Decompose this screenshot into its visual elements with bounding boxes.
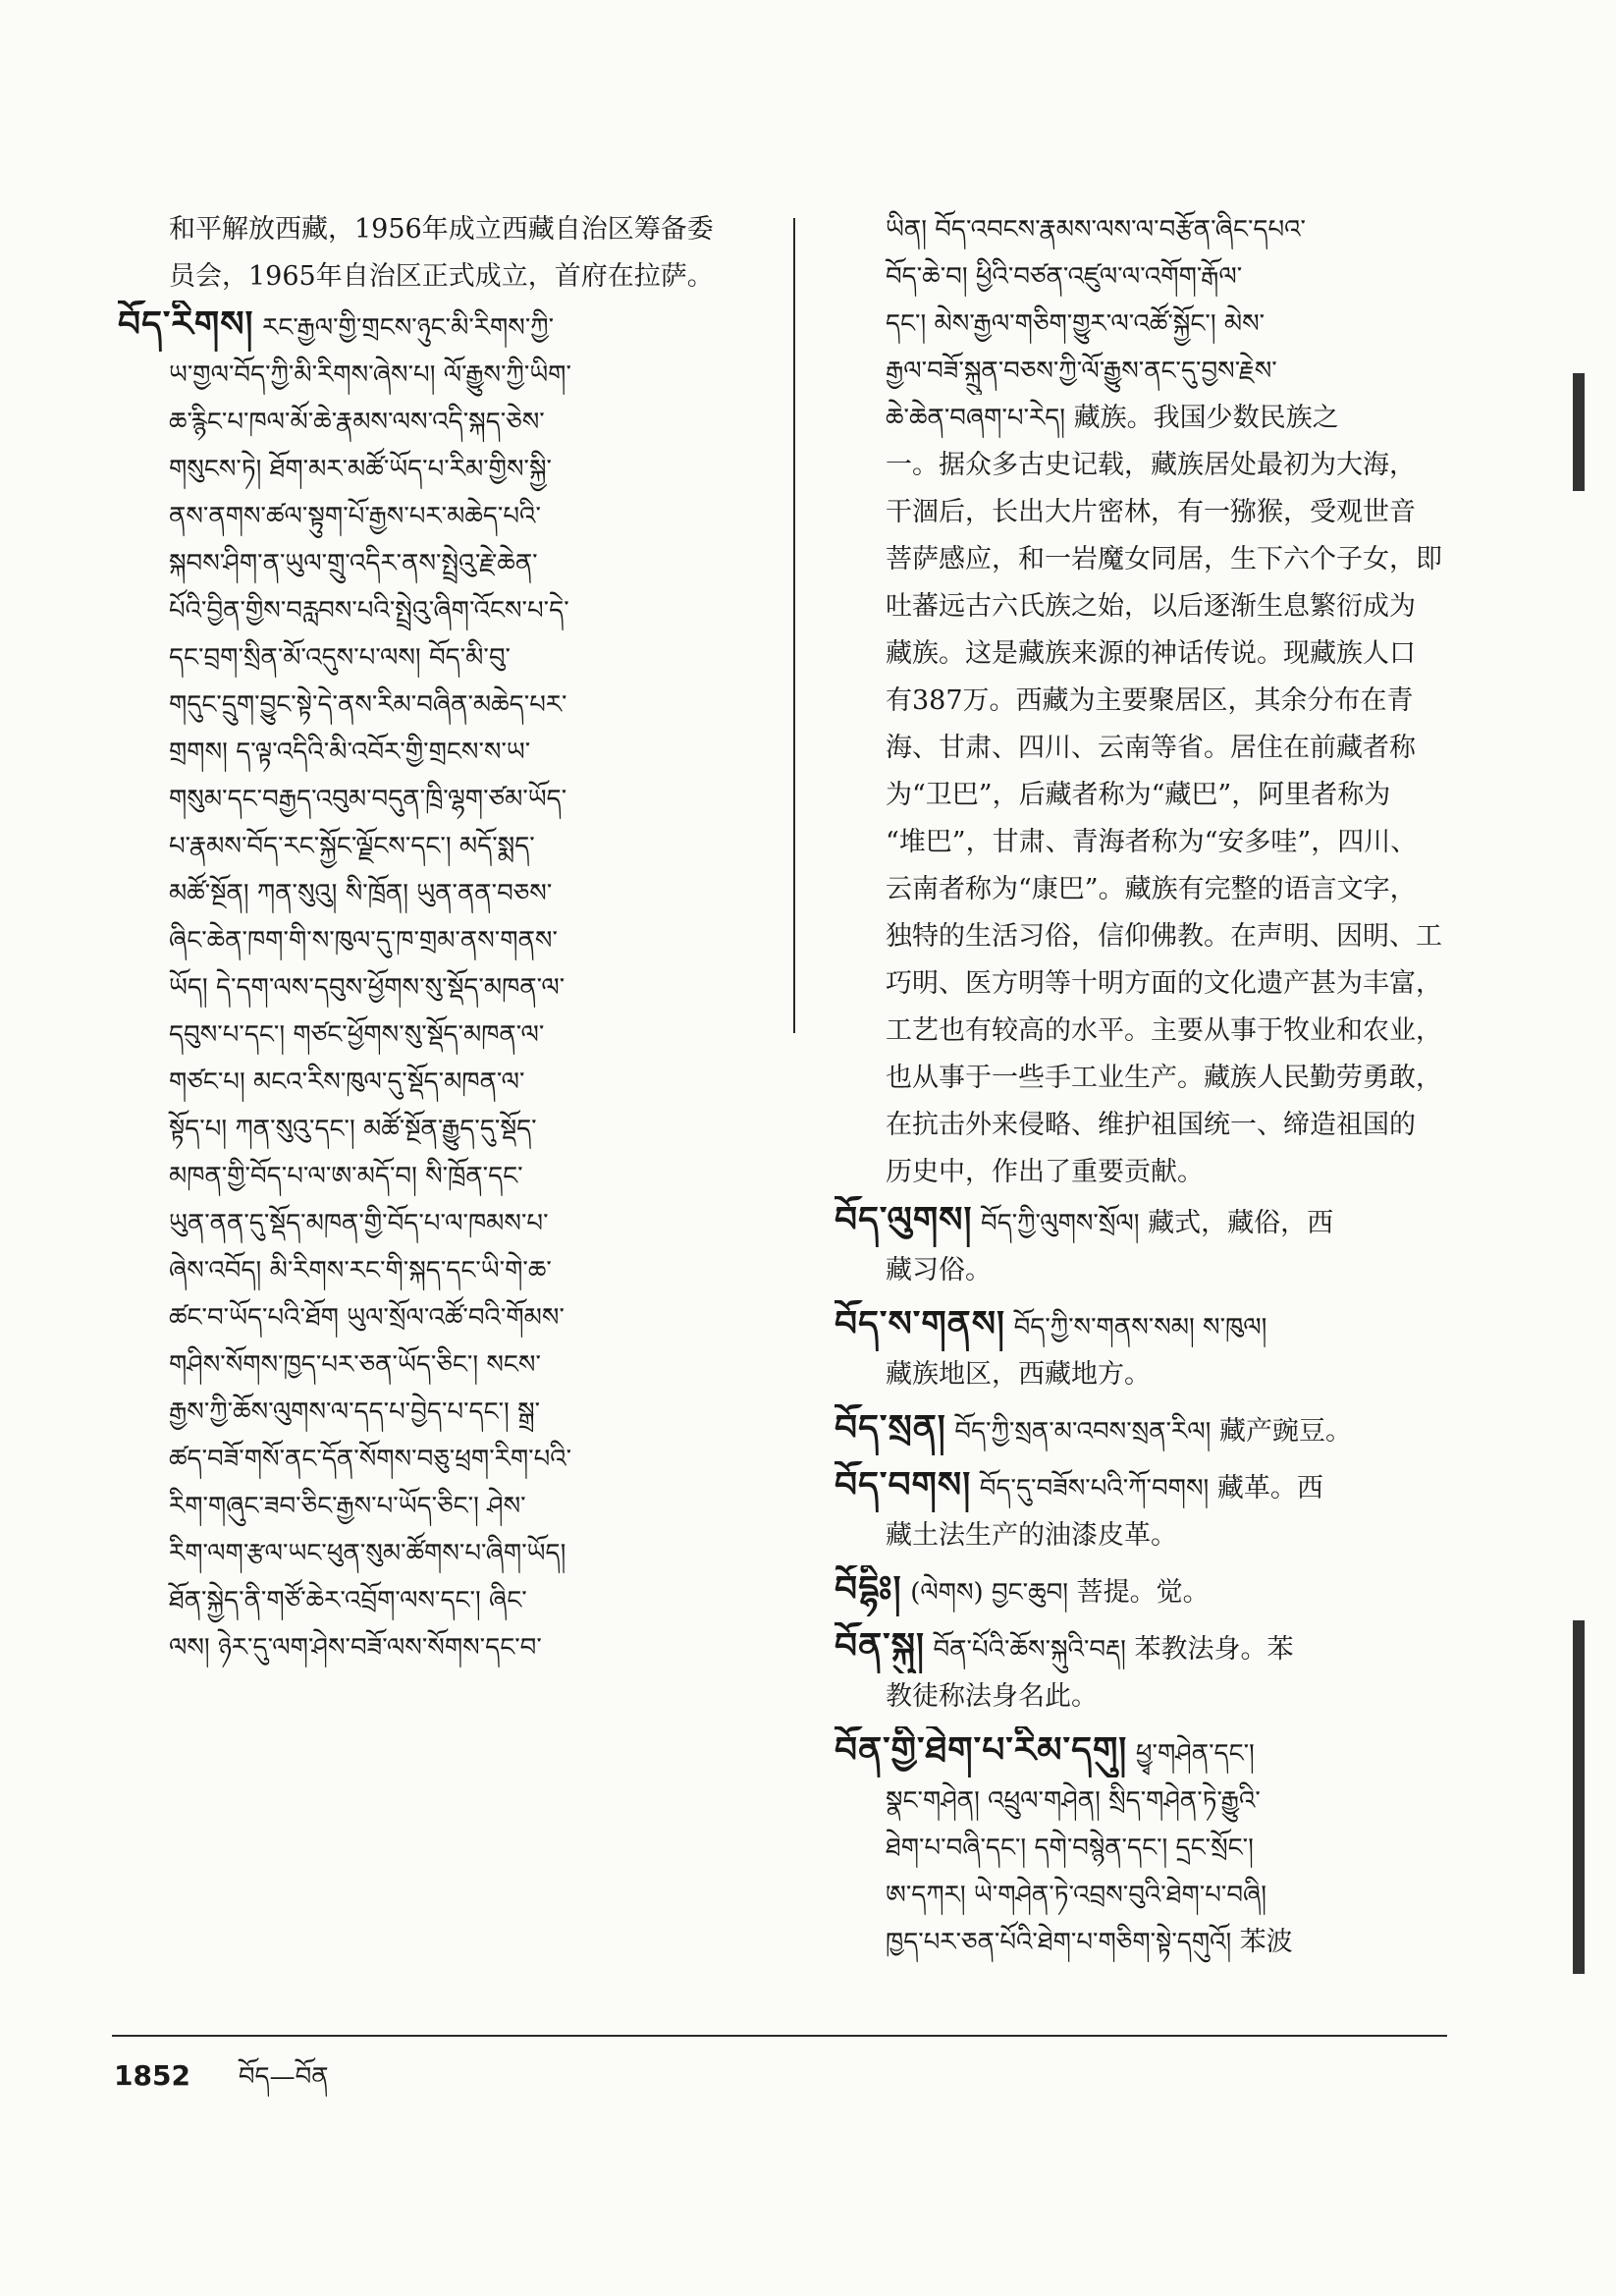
chinese-line: 一。据众多古史记载，藏族居处最初为大海，	[886, 450, 1416, 480]
chinese-line: 也从事于一些手工业生产。藏族人民勤劳勇敢，	[886, 1063, 1442, 1093]
headword: བོན་སྐུ།	[835, 1625, 925, 1667]
definition-line: ཞིང་ཆེན་ཁག་གི་ས་ཁུལ་དུ་ཁ་གྲམ་ནས་གནས་	[169, 926, 558, 956]
definition-line: དང་། མེས་རྒྱལ་གཅིག་གྱུར་ལ་འཚོ་སྐྱོང་། མེས་	[886, 309, 1266, 339]
definition-line: གདུང་དྲུག་བྱུང་སྟེ་དེ་ནས་རིམ་བཞིན་མཆེད་པར་	[169, 690, 567, 720]
definition-line: རིག་གཞུང་ཟབ་ཅིང་རྒྱས་པ་ཡོད་ཅིང་། ཤེས་	[169, 1492, 526, 1521]
chinese-line: 云南者称为“康巴”。藏族有完整的语言文字，	[886, 874, 1417, 904]
column-divider	[793, 218, 795, 1033]
definition-line: སྐབས་ཤིག་ན་ཡུལ་གྲུ་འདིར་ནས་སྤྲེའུ་རྗེ་ཆེན་	[169, 549, 538, 578]
definition-line: པ་རྣམས་བོད་རང་སྐྱོང་ལྗོངས་དང་། མདོ་སྨད་	[169, 832, 535, 861]
definition-line: སྟོད་པ། ཀན་སུའུ་དང་། མཚོ་སྔོན་རྒྱུད་དུ་སྡོད་	[169, 1115, 537, 1144]
definition-line	[835, 1777, 1463, 1825]
footer-rule	[112, 2035, 1447, 2037]
dictionary-entry	[835, 1565, 1463, 1616]
chinese-line: 藏土法生产的油漆皮革。	[886, 1520, 1177, 1551]
definition-line: ཆེ་ཆེན་བཞག་པ་རེད།	[886, 404, 1066, 433]
dictionary-entry	[835, 1726, 1463, 1966]
definition-line	[835, 1825, 1463, 1872]
chinese-line: 菩萨感应，和一岩魔女同居，生下六个子女，即	[886, 544, 1442, 574]
right-column	[835, 206, 1463, 1972]
definition-line: བོད་ཆེ་བ། ཕྱིའི་བཙན་འཛུལ་ལ་འགོག་རྒོལ་	[886, 262, 1243, 292]
definition-line: ཚང་བ་ཡོད་པའི་ཐོག ཡུལ་སྲོལ་འཚོ་བའི་གོམས་	[169, 1303, 565, 1333]
chinese-line: 藏习俗。	[886, 1255, 992, 1285]
chinese-line: 在抗击外来侵略、维护祖国统一、缔造祖国的	[886, 1110, 1416, 1140]
dictionary-entry	[835, 1196, 1463, 1294]
definition-line: ཡུན་ནན་དུ་སྡོད་མཁན་གྱི་བོད་པ་ལ་ཁམས་པ་	[169, 1209, 549, 1238]
definition-line: རིག་ལག་རྩལ་ཡང་ཕུན་སུམ་ཚོགས་པ་ཞིག་ཡོད།	[169, 1539, 566, 1568]
chinese-inline: 藏产豌豆。	[1218, 1416, 1352, 1447]
chinese-inline: 藏革。西	[1216, 1473, 1323, 1503]
definition-line: གྲགས། ད་ལྟ་འདིའི་མི་འབོར་གྱི་གྲངས་ས་ཡ་	[169, 738, 531, 767]
headword: བོན་གྱི་ཐེག་པ་རིམ་དགུ།	[835, 1729, 1128, 1771]
headword: བོད་ས་གནས།	[835, 1303, 1005, 1344]
chinese-line: 海、甘肃、四川、云南等省。居住在前藏者称	[886, 733, 1416, 763]
scan-edge-mark	[1573, 373, 1585, 491]
chinese-line: 吐蕃远古六氏族之始，以后逐渐生息繁衍成为	[886, 591, 1416, 622]
definition-line: གཙང་པ། མངའ་རིས་ཁུལ་དུ་སྡོད་མཁན་ལ་	[169, 1067, 525, 1097]
chinese-line: 教徒称法身名此。	[886, 1681, 1098, 1712]
definition-line: ཡོད། དེ་དག་ལས་དབུས་ཕྱོགས་སུ་སྡོད་མཁན་ལ་	[169, 973, 566, 1003]
chinese-line: 有387万。西藏为主要聚居区，其余分布在青	[886, 685, 1414, 716]
tibetan-definition: ཕྱྭ་གཤེན་དང་།	[1135, 1739, 1255, 1769]
dictionary-entry	[835, 1461, 1463, 1559]
tibetan-line: ཁྱད་པར་ཅན་པོའི་ཐེག་པ་གཅིག་སྟེ་དགུའོ།	[886, 1928, 1232, 1957]
chinese-line: 历史中，作出了重要贡献。	[886, 1157, 1204, 1187]
definition-line: མཚོ་སྔོན། ཀན་སུའུ། སི་ཁྲོན། ཡུན་ནན་བཅས་	[169, 879, 553, 908]
scan-edge-mark	[1573, 1620, 1585, 1974]
tibetan-definition: བོན་པོའི་ཆོས་སྐུའི་བརྡ།	[933, 1635, 1126, 1665]
tibetan-definition: བོད་ཀྱི་ལུགས་སྲོལ།	[981, 1209, 1140, 1238]
definition-line: ལས། ཉེར་དུ་ལག་ཤེས་བཟོ་ལས་སོགས་དང་བ་	[169, 1633, 542, 1663]
headword: བོད་ལུགས།	[835, 1199, 973, 1240]
definition-line: རྒྱས་ཀྱི་ཆོས་ལུགས་ལ་དད་པ་བྱེད་པ་དང་། སྒྲ་	[169, 1397, 541, 1427]
chinese-tail: 苯波	[1239, 1927, 1293, 1957]
definition-line: ཆ་རྙིང་པ་ཁལ་མོ་ཆེ་རྣམས་ལས་འདི་སྐད་ཅེས་	[169, 408, 545, 437]
definition-line	[835, 1919, 1463, 1966]
chinese-line: 独特的生活习俗，信仰佛教。在声明、因明、工	[886, 921, 1442, 952]
dictionary-entry	[835, 1404, 1463, 1455]
tibetan-definition: བོད་ཀྱི་སྲན་མ་འབས་སྲན་རིལ།	[954, 1417, 1212, 1447]
tibetan-definition: བོད་དུ་བཟོས་པའི་ཀོ་བགས།	[979, 1474, 1210, 1503]
chinese-inline: 苯教法身。苯	[1134, 1634, 1294, 1665]
dictionary-entry	[835, 1300, 1463, 1398]
chinese-line: “堆巴”，甘肃、青海者称为“安多哇”，四川、	[886, 827, 1418, 857]
headword: བོདྷིཿ།	[835, 1568, 902, 1610]
page-footer	[114, 2049, 329, 2120]
dictionary-entry	[835, 1622, 1463, 1721]
tibetan-line: ཨ་དཀར། ཡེ་གཤེན་ཏེ་འབྲས་བུའི་ཐེག་པ་བཞི།	[886, 1881, 1266, 1910]
definition-line: རང་རྒྱལ་གྱི་གྲངས་ཉུང་མི་རིགས་ཀྱི་	[262, 313, 555, 343]
headword: བོད་སྲན།	[835, 1407, 946, 1449]
chinese-line: 工艺也有较高的水平。主要从事于牧业和农业，	[886, 1015, 1442, 1046]
definition-line: ཞེས་འབོད། མི་རིགས་རང་གི་སྐད་དང་ཡི་གེ་ཆ་	[169, 1256, 552, 1285]
chinese-line: 干涸后，长出大片密林，有一猕猴，受观世音	[886, 497, 1416, 527]
tibetan-line: ཐེག་པ་བཞི་དང་། དགེ་བསྙེན་དང་། དྲང་སྲོང་།	[886, 1833, 1254, 1863]
definition-line: པོའི་བྱིན་གྱིས་བརླབས་པའི་སྤྲེའུ་ཞིག་འོངས་པ་དེ་	[169, 596, 569, 626]
tibetan-definition: (ལེགས) བྱང་ཆུབ།	[910, 1578, 1069, 1608]
definition-line: གསུངས་ཏེ། ཐོག་མར་མཚོ་ཡོད་པ་རིམ་གྱིས་སྐྱི་	[169, 455, 552, 484]
chinese-inline: 菩提。觉。	[1076, 1577, 1210, 1608]
intro-line: 和平解放西藏，1956年成立西藏自治区筹备委	[169, 214, 714, 245]
entry-bod-rigs	[118, 301, 783, 1671]
definition-line	[835, 1872, 1463, 1919]
chinese-line: 巧明、医方明等十明方面的文化遗产甚为丰富，	[886, 968, 1442, 999]
definition-line: ནས་ནགས་ཚལ་སྟུག་པོ་རྒྱས་པར་མཆེད་པའི་	[169, 502, 541, 531]
page-range: བོད—བོན	[238, 2062, 329, 2092]
definition-line: གསུམ་དང་བརྒྱད་འབུམ་བདུན་ཁྲི་ལྷག་ཙམ་ཡོད་	[169, 785, 567, 814]
headword: བོད་བགས།	[835, 1464, 972, 1505]
tibetan-line: སྣང་གཤེན། འཕྲུལ་གཤེན། སྲིད་གཤེན་ཏེ་རྒྱུའི་	[886, 1786, 1261, 1816]
definition-line: ཡིན། བོད་འབངས་རྣམས་ལས་ལ་བརྩོན་ཞིང་དཔའ་	[886, 215, 1306, 245]
definition-line: རྒྱལ་བཟོ་སྐྲུན་བཅས་ཀྱི་ལོ་རྒྱུས་ནང་དུ་བྱས་རྗེས་	[886, 356, 1277, 386]
intro-line: 员会，1965年自治区正式成立，首府在拉萨。	[169, 261, 714, 292]
definition-line: གཤིས་སོགས་ཁྱད་པར་ཅན་ཡོད་ཅིང་། སངས་	[169, 1350, 541, 1380]
left-column	[118, 206, 783, 1677]
chinese-inline: 藏族。我国少数民族之	[1073, 403, 1339, 433]
chinese-line: 为“卫巴”，后藏者称为“藏巴”，阿里者称为	[886, 780, 1391, 810]
definition-line: དང་བྲག་སྲིན་མོ་འདུས་པ་ལས། བོད་མི་བུ་	[169, 643, 511, 673]
headword: བོད་རིགས།	[118, 303, 254, 345]
definition-line: ཐོན་སྐྱེད་ནི་གཙོ་ཆེར་འབྲོག་ལས་དང་། ཞིང་	[169, 1586, 527, 1615]
chinese-inline: 藏式，藏俗，西	[1148, 1208, 1334, 1238]
chinese-line: 藏族。这是藏族来源的神话传说。现藏族人口	[886, 638, 1416, 669]
definition-line: ཡ་གྱལ་བོད་ཀྱི་མི་རིགས་ཞེས་པ། ལོ་རྒྱུས་ཀྱི་ཡིག་	[169, 360, 571, 390]
definition-line: མཁན་གྱི་བོད་པ་ལ་ཨ་མདོ་བ། སི་ཁྲོན་དང་	[169, 1162, 523, 1191]
chinese-line: 藏族地区，西藏地方。	[886, 1359, 1151, 1390]
page-number: 1852	[114, 2059, 190, 2092]
tibetan-definition: བོད་ཀྱི་ས་གནས་སམ། ས་ཁུལ།	[1013, 1313, 1267, 1342]
definition-line: དབུས་པ་དང་། གཙང་ཕྱོགས་སུ་སྡོད་མཁན་ལ་	[169, 1020, 545, 1050]
definition-line: ཚད་བཟོ་གསོ་ནང་དོན་སོགས་བཅུ་ཕྲག་རིག་པའི་	[169, 1445, 572, 1474]
